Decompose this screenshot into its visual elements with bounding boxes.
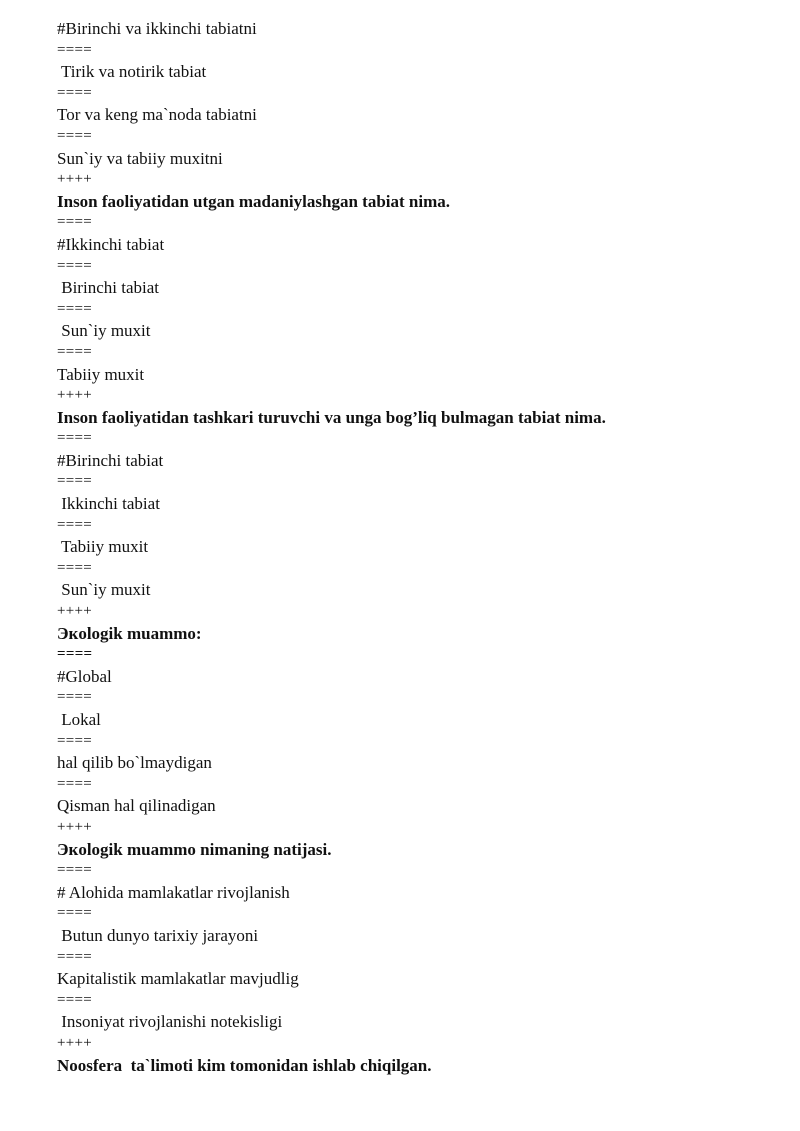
answer-option: Ikkinchi tabiat <box>57 494 160 514</box>
answer-option: Qisman hal qilinadigan <box>57 796 216 816</box>
separator-line: ==== <box>57 646 93 663</box>
separator-line: ==== <box>57 991 93 1008</box>
answer-option: #Ikkinchi tabiat <box>57 234 165 254</box>
answer-option: Tabiiy muxit <box>57 537 149 557</box>
answer-option: Tirik va notirik tabiat <box>57 62 207 82</box>
answer-option: Insoniyat rivojlanishi notekisligi <box>57 1012 283 1032</box>
separator-line: ==== <box>57 948 93 965</box>
separator-line: ==== <box>57 862 93 879</box>
answer-option: Butun dunyo tarixiy jarayoni <box>57 925 259 945</box>
separator-line: ==== <box>57 559 93 576</box>
answer-option: Birinchi tabiat <box>57 278 159 298</box>
question-text: Noosfera ta`limoti kim tomonidan ishlab chiqilgan. <box>57 1055 432 1075</box>
separator-line: ==== <box>57 905 93 922</box>
quiz-document <box>57 18 777 1076</box>
question-text: Экologik muammo: <box>57 623 202 643</box>
answer-option: #Global <box>57 666 112 686</box>
separator-line: ==== <box>57 41 93 58</box>
separator-line: ==== <box>57 430 93 447</box>
separator-line: ==== <box>57 343 93 360</box>
separator-line: ==== <box>57 732 93 749</box>
answer-option: Lokal <box>57 710 101 729</box>
separator-line: ==== <box>57 257 93 274</box>
answer-option: #Birinchi va ikkinchi tabiatni <box>57 19 257 38</box>
separator-line: ==== <box>57 516 93 533</box>
question-text: Экologik muammo nimaning natijasi. <box>57 839 332 859</box>
question-text: Inson faoliyatidan utgan madaniylashgan tabiat nima. <box>57 191 450 211</box>
separator-line: ++++ <box>57 603 93 620</box>
answer-option: Tor va keng ma`noda tabiatni <box>57 105 257 125</box>
answer-option: Tabiiy muxit <box>57 364 145 384</box>
separator-line: ==== <box>57 214 93 231</box>
separator-line: ==== <box>57 473 93 490</box>
separator-line: ++++ <box>57 387 93 404</box>
separator-line: ==== <box>57 689 93 706</box>
answer-option: #Birinchi tabiat <box>57 450 164 470</box>
separator-line: ++++ <box>57 818 93 835</box>
question-text: Inson faoliyatidan tashkari turuvchi va unga bog’liq bulmagan tabiat nima. <box>57 407 606 427</box>
answer-option: hal qilib bo`lmaydigan <box>57 753 212 773</box>
separator-line: ++++ <box>57 1034 93 1051</box>
separator-line: ==== <box>57 300 93 317</box>
answer-option: Sun`iy muxit <box>57 321 151 341</box>
answer-option: Sun`iy muxit <box>57 580 151 600</box>
answer-option: Kapitalistik mamlakatlar mavjudlig <box>57 969 299 989</box>
separator-line: ==== <box>57 127 93 144</box>
separator-line: ++++ <box>57 171 93 188</box>
answer-option: Sun`iy va tabiiy muxitni <box>57 148 223 168</box>
separator-line: ==== <box>57 84 93 101</box>
separator-line: ==== <box>57 775 93 792</box>
answer-option: # Alohida mamlakatlar rivojlanish <box>57 882 290 902</box>
